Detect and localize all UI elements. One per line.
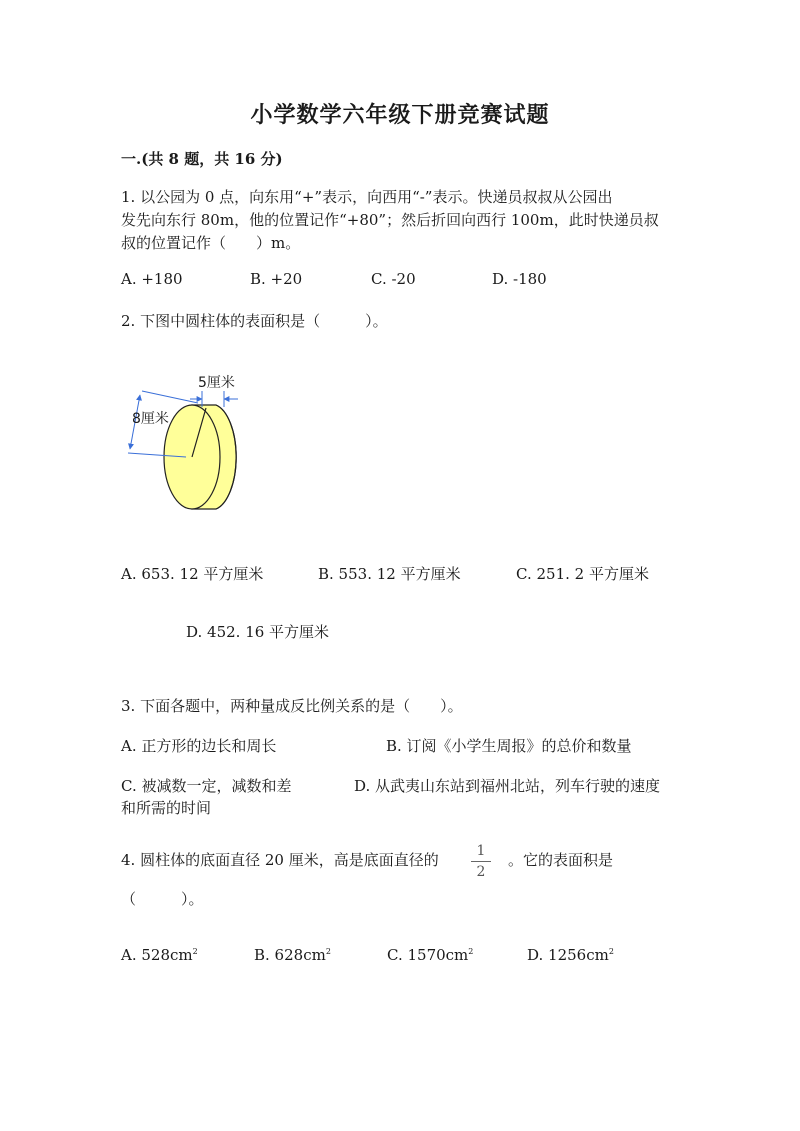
- question-4-option-c[interactable]: [387, 946, 473, 964]
- option-value: A. 528cm: [121, 946, 193, 964]
- question-1-option-c[interactable]: C. -20: [371, 270, 416, 288]
- superscript: 2: [608, 947, 614, 956]
- question-4-line-2: （ ）。: [121, 890, 204, 908]
- superscript: 2: [192, 947, 198, 956]
- question-3-option-d[interactable]: D. 从武夷山东站到福州北站，列车行驶的速度: [354, 777, 661, 795]
- question-1-line-1: 1. 以公园为 0 点，向东用“+”表示，向西用“-”表示。快递员叔叔从公园出: [121, 188, 613, 206]
- fraction-numerator: 1: [476, 843, 486, 859]
- fraction-bar: [471, 861, 491, 862]
- question-3-option-c[interactable]: C. 被减数一定，减数和差: [121, 777, 292, 795]
- option-value: C. 1570cm: [387, 946, 469, 964]
- option-value: B. 628cm: [254, 946, 326, 964]
- question-3-option-b[interactable]: B. 订阅《小学生周报》的总价和数量: [386, 737, 632, 755]
- question-2-option-c[interactable]: C. 251. 2 平方厘米: [516, 565, 649, 583]
- question-3-option-a[interactable]: A. 正方形的边长和周长: [121, 737, 277, 755]
- question-3-option-d-continued: 和所需的时间: [121, 799, 212, 817]
- radius-label: 5厘米: [198, 375, 235, 391]
- superscript: 2: [325, 947, 331, 956]
- question-2-option-b[interactable]: B. 553. 12 平方厘米: [318, 565, 461, 583]
- question-1-text: [121, 186, 659, 255]
- superscript: 2: [468, 947, 474, 956]
- fraction-denominator: 2: [476, 864, 486, 880]
- question-1-option-a[interactable]: A. +180: [121, 270, 183, 288]
- question-4-text: 4. 圆柱体的底面直径 20 厘米，高是底面直径的: [121, 851, 439, 869]
- cylinder-figure: [120, 365, 260, 520]
- fraction-one-half: [471, 843, 491, 880]
- question-1-option-b[interactable]: B. +20: [250, 270, 303, 288]
- question-1-line-2: 发先向东行 80m，他的位置记作“+80”；然后折回向西行 100m，此时快递员叔: [121, 211, 659, 229]
- question-1-option-d[interactable]: D. -180: [492, 270, 547, 288]
- question-2-option-d[interactable]: D. 452. 16 平方厘米: [186, 623, 330, 641]
- question-2-option-a[interactable]: A. 653. 12 平方厘米: [121, 565, 264, 583]
- question-1-line-3: 叔的位置记作（ ）m。: [121, 234, 301, 252]
- question-4-option-b[interactable]: [254, 946, 331, 964]
- question-2-text: 2. 下图中圆柱体的表面积是（ ）。: [121, 312, 388, 330]
- question-4-option-a[interactable]: [121, 946, 198, 964]
- page-title: 小学数学六年级下册竞赛试题: [250, 102, 550, 128]
- question-3-text: 3. 下面各题中，两种量成反比例关系的是（ ）。: [121, 697, 463, 715]
- section-heading: 一.(共 8 题，共 16 分): [121, 150, 283, 168]
- question-4-option-d[interactable]: [527, 946, 614, 964]
- option-value: D. 1256cm: [527, 946, 609, 964]
- height-label: 8厘米: [132, 411, 169, 427]
- question-4-text-after: 。它的表面积是: [508, 851, 614, 869]
